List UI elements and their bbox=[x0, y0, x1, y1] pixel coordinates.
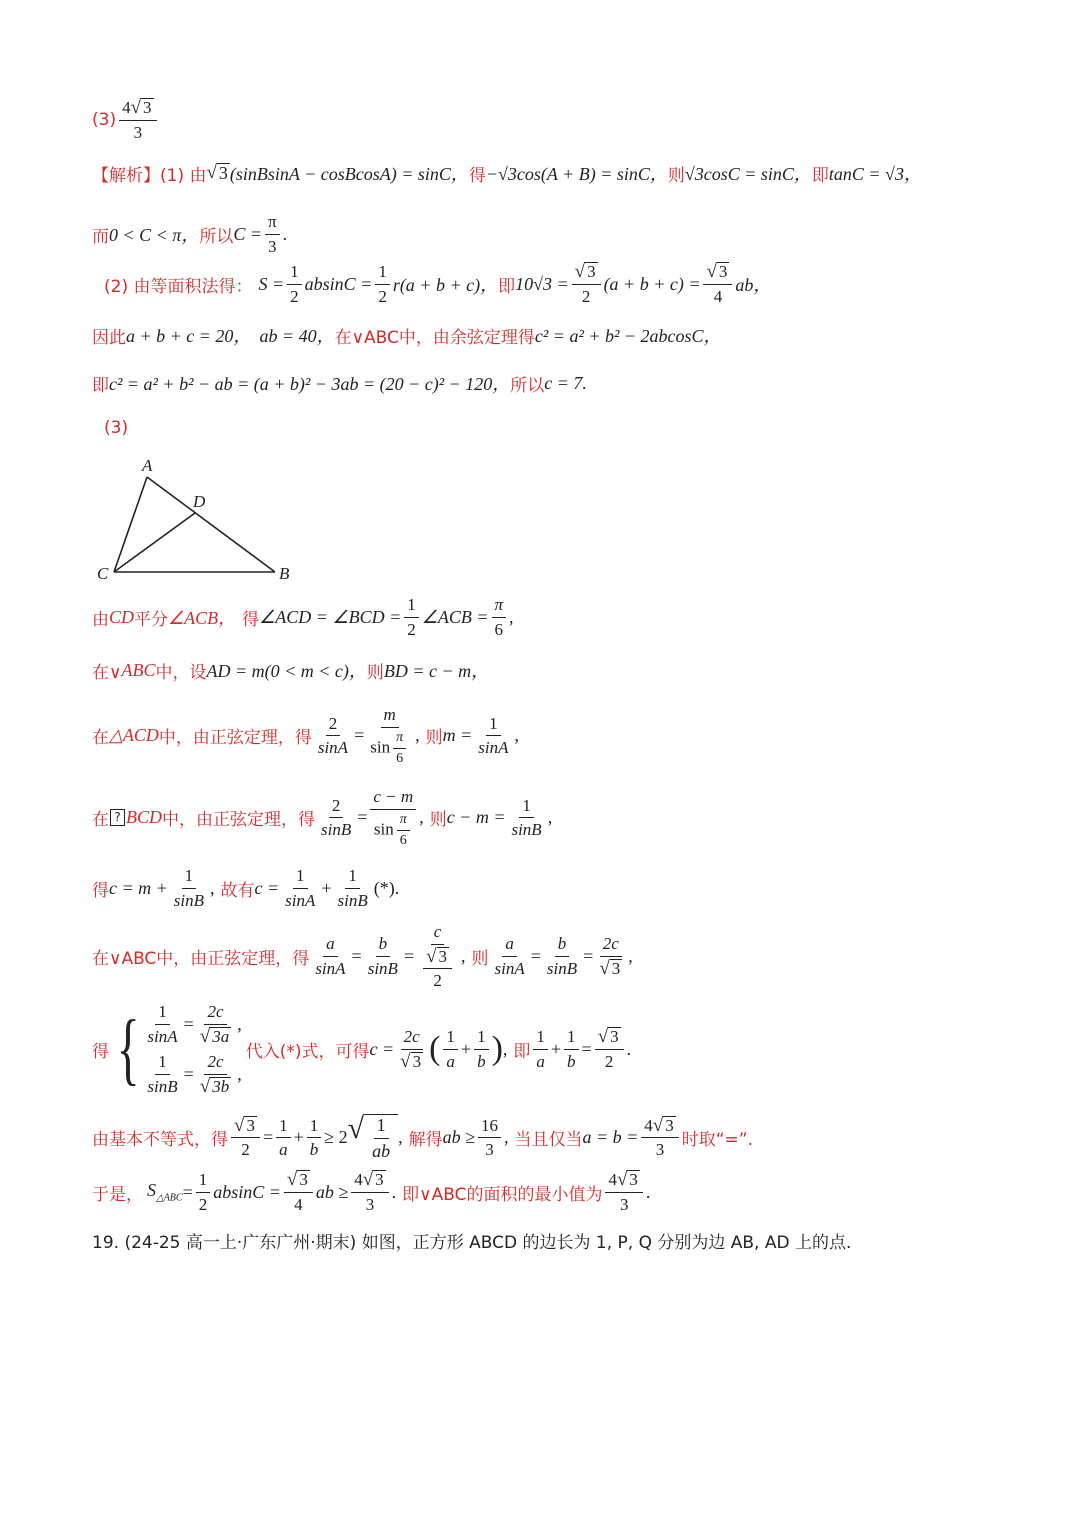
system-line: 得 { $\frac{1}{\sin A}$ = 2c √ 3a , $\frac{1}{\sin B}$ = 2c √ 3b , 代入(*)式，可得 c = 2c √ 3 ( $\frac{1}{a}$ + $\frac{1}{b}$ ) , 即 $\frac{1}{a}$ + $\frac{1}{b}$ = √ 3 2 . bbox=[92, 1002, 632, 1097]
ab-ge-2: ab ≥ bbox=[315, 1181, 349, 1202]
ab-ge: ab ≥ bbox=[442, 1127, 475, 1148]
two-over-sinb: $\frac{2}{\sin B}$ bbox=[321, 795, 352, 840]
half: $\frac{1}{2}$ bbox=[287, 262, 302, 306]
iff-text: 当且仅当 bbox=[514, 1130, 583, 1151]
sine-law-abc-text: 在∨ABC中，由正弦定理，得 bbox=[92, 948, 310, 969]
word-zhong-she: 中，设 bbox=[155, 662, 207, 683]
word-guyou: 故有 bbox=[220, 880, 255, 901]
word-er: 而 bbox=[92, 226, 109, 247]
missing-glyph-icon: ? bbox=[110, 809, 125, 826]
c-squared-expr: c² = a² + b² − ab = (a + b)² − 3ab = (20 − c)² − 120， bbox=[109, 374, 511, 394]
2c-over-root3: 2c √ 3 bbox=[599, 934, 621, 979]
c-eq-7: c = 7. bbox=[544, 372, 587, 393]
setup-line bbox=[92, 657, 489, 683]
substitute-text: 代入(*)式，可得 bbox=[245, 1041, 370, 1062]
expr4: tanC = √3， bbox=[828, 164, 922, 184]
one-over-sinb-2: $\frac{1}{\sin B}$ bbox=[173, 866, 205, 910]
bisector-line: 由 CD 平分 ∠ACB， 得 ∠ACD = ∠BCD = $\frac{1}{2}$ ∠ACB = $\frac{\pi}{6}$ , bbox=[92, 595, 514, 639]
two-over-sina: $\frac{2}{\sin A}$ bbox=[317, 713, 349, 758]
word-de-4: 得 bbox=[92, 1041, 109, 1062]
one-over-sina: $\frac{1}{\sin A}$ bbox=[478, 713, 509, 758]
vertex-a-label: A bbox=[142, 456, 153, 475]
ad-eq-m: AD = m(0 < m < c)， bbox=[206, 661, 367, 681]
part3-label-text: (3) bbox=[104, 418, 129, 438]
vertex-d-label: D bbox=[193, 492, 206, 511]
part2-label: (2) 由等面积法得： bbox=[104, 276, 253, 297]
bd-eq: BD = c − m， bbox=[383, 661, 490, 681]
word-ze: 则 bbox=[667, 165, 685, 186]
acd-label: △ACD bbox=[109, 725, 159, 746]
area-s: S bbox=[147, 1180, 156, 1201]
one-over-sinb-3: $\frac{1}{\sin B}$ bbox=[337, 866, 368, 910]
acd-sine-law: 在 △ACD 中，由正弦定理，得 $\frac{2}{\sin A}$ = m sin $\frac{\pi}{6}$ , 则 m = $\frac{1}{\sin A}$ , bbox=[92, 705, 519, 766]
ab-tail: ab， bbox=[735, 275, 772, 296]
word-de-2: 得 bbox=[242, 609, 260, 630]
m-eq: m = bbox=[442, 725, 473, 746]
abc-label: ABC bbox=[121, 659, 156, 680]
expr3: √3cosC = sinC， bbox=[684, 164, 812, 184]
word-ji-3: 即 bbox=[92, 375, 109, 396]
range-c: 0 < C < π， bbox=[109, 225, 200, 246]
word-ze-3: 则 bbox=[425, 728, 443, 749]
bcd-label: BCD bbox=[126, 807, 162, 828]
angle-eq: ∠ACD = ∠BCD = bbox=[259, 606, 402, 627]
inequality-line: 由基本不等式，得 √ 3 2 = $\frac{1}{a}$ + $\frac{1}{b}$ ≥ 2 √ $\frac{1}{ab}$ , 解得 ab ≥ $\frac{16}{3}$ , 当且仅当 a = b = 4 √ 3 3 时取“=”. bbox=[92, 1112, 753, 1161]
word-jiede: 解得 bbox=[408, 1130, 443, 1151]
b-over-sinb: $\frac{b}{\sin B}$ bbox=[367, 934, 398, 978]
m-over-sin-pi6: m sin $\frac{\pi}{6}$ bbox=[367, 705, 412, 767]
c-eq: C = bbox=[233, 223, 262, 244]
question-19-text: 19. (24-25 高一上·广东广州·期末) 如图，正方形 ABCD 的边长为 1, P, Q 分别为边 AB, AD 上的点. bbox=[92, 1233, 852, 1253]
solution-part2-line1 bbox=[92, 262, 771, 306]
a-eq-b: a = b = bbox=[582, 1127, 639, 1148]
ten-root3: 10√3 = bbox=[515, 273, 569, 294]
eq-sign: = bbox=[182, 1181, 193, 1202]
s-eq: S = bbox=[258, 273, 285, 294]
word-zai-3: 在 bbox=[92, 810, 109, 831]
solution-part1-line2: 而 0 < C < π， 所以 C = $\frac{\pi}{3}$ . bbox=[92, 212, 288, 256]
triangle-figure bbox=[92, 455, 302, 585]
angle-acb-eq: ∠ACB = bbox=[421, 606, 489, 627]
solution-part2-line2 bbox=[92, 322, 722, 348]
answer-num: 4 bbox=[122, 98, 131, 117]
half-2: $\frac{1}{2}$ bbox=[375, 262, 390, 306]
one-over-sinb: $\frac{1}{\sin B}$ bbox=[511, 795, 542, 840]
c-eq-m: c = m + bbox=[109, 877, 168, 898]
cosine-law-text: 在∨ABC中，由余弦定理得 bbox=[334, 327, 535, 348]
min-area-text: 即∨ABC的面积的最小值为 bbox=[402, 1184, 603, 1205]
pi-over-3: $\frac{\pi}{3}$ bbox=[265, 212, 280, 256]
answer-fraction: 4 √ 3 3 bbox=[119, 98, 156, 142]
solution-part2-line3 bbox=[92, 370, 587, 396]
cm-over-sin-pi6: c − m sin $\frac{\pi}{6}$ bbox=[370, 787, 416, 849]
expr1: (sinBsinA − cosBcosA) = sinC， bbox=[229, 164, 469, 184]
sum-20: a + b + c = 20， bbox=[126, 326, 252, 346]
word-pingfen: 平分 bbox=[134, 609, 169, 630]
ge-two: ≥ 2 bbox=[324, 1127, 348, 1148]
word-suoyi: 所以 bbox=[199, 226, 234, 247]
word-ze-5: 则 bbox=[471, 948, 489, 969]
word-yinci: 因此 bbox=[92, 327, 126, 348]
abc-sine-law: 在∨ABC中，由正弦定理，得 $\frac{a}{\sin A}$ = $\frac{b}{\sin B}$ = c √ 3 2 , 则 $\frac{a}{\sin A}$ = $\frac{b}{\sin B}$ = 2c √ 3 , bbox=[92, 922, 633, 991]
root3-over-2: √ 3 2 bbox=[572, 262, 601, 306]
equality-text: 时取“=”. bbox=[681, 1130, 753, 1151]
word-ze-2: 则 bbox=[366, 662, 384, 683]
sine-law-text-2: 中，由正弦定理，得 bbox=[162, 810, 315, 831]
c-sum-line: 得 c = m + $\frac{1}{\sin B}$ , 故有 c = $\frac{1}{\sin A}$ + $\frac{1}{\sin B}$ (*). bbox=[92, 866, 400, 910]
solution-part1-line1 bbox=[92, 160, 922, 186]
abc-sum: (a + b + c) = bbox=[603, 273, 701, 294]
cd-seg: CD bbox=[109, 606, 135, 627]
part3-answer bbox=[92, 98, 160, 142]
c-eq-2: c = bbox=[254, 877, 280, 898]
question-19 bbox=[92, 1228, 851, 1253]
part3-answer-label: (3) bbox=[92, 110, 117, 131]
star-mark: (*). bbox=[373, 877, 400, 898]
half-3: $\frac{1}{2}$ bbox=[404, 595, 419, 639]
word-ji: 即 bbox=[811, 165, 829, 186]
bcd-sine-law: 在 ? BCD 中，由正弦定理，得 $\frac{2}{\sin B}$ = c − m sin $\frac{\pi}{6}$ , 则 c − m = $\frac{1}{\sin B}$ , bbox=[92, 787, 553, 848]
vertex-b-label: B bbox=[279, 564, 290, 583]
expr2: −√3cos(A + B) = sinC， bbox=[485, 164, 668, 184]
word-de: 得 bbox=[468, 165, 486, 186]
cosine-law-expr: c² = a² + b² − 2abcosC， bbox=[534, 326, 722, 346]
answer-radicand: 3 bbox=[143, 98, 152, 117]
c-over-root3-2: c √ 3 2 bbox=[417, 922, 458, 991]
word-ji-4: 即 bbox=[513, 1041, 531, 1062]
vertex-c-label: C bbox=[97, 564, 109, 583]
absinc-2: absinC = bbox=[213, 1181, 281, 1202]
word-suoyi-2: 所以 bbox=[510, 375, 545, 396]
left-brace: { bbox=[116, 1005, 140, 1094]
word-zai-2: 在 bbox=[92, 728, 109, 749]
angle-acb: ∠ACB， bbox=[168, 608, 237, 629]
cm-eq: c − m = bbox=[446, 807, 506, 828]
word-yushi: 于是， bbox=[92, 1184, 143, 1205]
word-ze-4: 则 bbox=[429, 810, 447, 831]
am-gm-text: 由基本不等式，得 bbox=[92, 1130, 228, 1151]
sine-law-text: 中，由正弦定理，得 bbox=[158, 728, 312, 749]
word-you: 由 bbox=[92, 609, 109, 630]
a-over-sina-2: $\frac{a}{\sin A}$ bbox=[494, 934, 525, 978]
c-eq-3: c = bbox=[369, 1038, 395, 1059]
pi-over-6: $\frac{\pi}{6}$ bbox=[492, 595, 507, 639]
r-expr: r(a + b + c)， bbox=[392, 275, 499, 296]
part3-label bbox=[92, 418, 128, 438]
absinc: absinC = bbox=[304, 273, 373, 294]
answer-den: 3 bbox=[133, 122, 143, 142]
root3-over-4: √ 3 4 bbox=[703, 262, 732, 306]
ab-40: ab = 40， bbox=[259, 326, 335, 346]
a-over-sina: $\frac{a}{\sin A}$ bbox=[315, 934, 346, 978]
area-conclusion: 于是， $S_{\triangle ABC}$ = $\frac{1}{2}$ absinC = √ 3 4 ab ≥ 4 √ 3 3 . 即∨ABC的面积的最小值为 4 √ 3 3 . bbox=[92, 1169, 651, 1214]
b-over-sinb-2: $\frac{b}{\sin B}$ bbox=[546, 934, 578, 978]
equation-system: $\frac{1}{\sin A}$ = 2c √ 3a , $\frac{1}{\sin B}$ = 2c √ 3b , bbox=[147, 1002, 242, 1097]
word-de-3: 得 bbox=[92, 880, 109, 901]
word-ji-2: 即 bbox=[498, 276, 516, 297]
word-zai: 在∨ bbox=[92, 662, 122, 683]
sqrt3: √ 3 bbox=[206, 161, 228, 183]
solution-label: 【解析】(1) 由 bbox=[92, 165, 207, 186]
area-sub: △ABC bbox=[156, 1192, 183, 1204]
one-over-sina-2: $\frac{1}{\sin A}$ bbox=[285, 866, 316, 910]
